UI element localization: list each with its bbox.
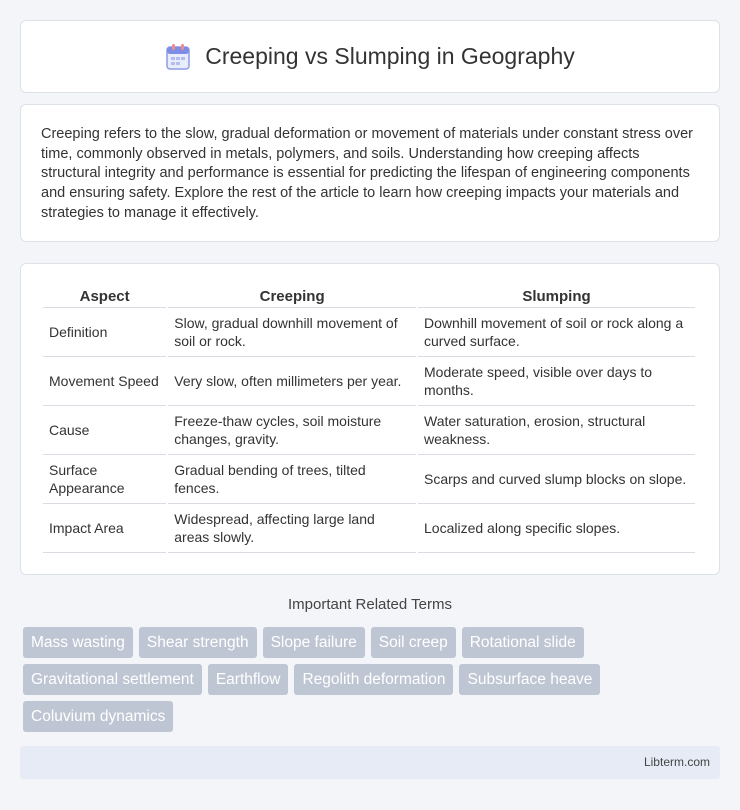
table-cell: Very slow, often millimeters per year. (168, 357, 416, 406)
related-term-tag[interactable]: Coluvium dynamics (23, 701, 173, 732)
footer-link[interactable]: Libterm.com (643, 755, 710, 769)
table-cell: Water saturation, erosion, structural weakness. (418, 406, 695, 455)
related-term-tag[interactable]: Mass wasting (23, 627, 133, 658)
related-term-tag[interactable]: Subsurface heave (459, 664, 600, 695)
table-cell: Widespread, affecting large land areas slowly. (168, 504, 416, 553)
related-term-tag[interactable]: Shear strength (139, 627, 257, 658)
column-header: Slumping (418, 284, 695, 308)
related-term-tag[interactable]: Regolith deformation (294, 664, 453, 695)
table-cell: Definition (43, 308, 166, 357)
column-header: Creeping (168, 284, 416, 308)
related-terms-list (23, 627, 723, 732)
table-cell: Movement Speed (43, 357, 166, 406)
table-row (43, 504, 695, 553)
table-cell: Freeze-thaw cycles, soil moisture changes, gravity. (168, 406, 416, 455)
table-row (43, 357, 695, 406)
column-header: Aspect (43, 284, 166, 308)
comparison-table-card (20, 263, 720, 575)
page-title: Creeping vs Slumping in Geography (205, 43, 575, 69)
table-row (43, 308, 695, 357)
table-cell: Localized along specific slopes. (418, 504, 695, 553)
table-cell: Scarps and curved slump blocks on slope. (418, 455, 695, 504)
calendar-icon (165, 43, 191, 71)
header-card (20, 20, 720, 93)
table-row (43, 455, 695, 504)
related-terms-title: Important Related Terms (288, 596, 452, 613)
related-term-tag[interactable]: Gravitational settlement (23, 664, 202, 695)
table-cell: Downhill movement of soil or rock along a curved surface. (418, 308, 695, 357)
intro-card (20, 104, 720, 242)
footer (20, 746, 720, 779)
intro-text: Creeping refers to the slow, gradual deformation or movement of materials under constant stress over time, commonly observed in metals, polymers, and soils. Understanding how creeping affects structural integrity and performance is essential for predicting the lifespan of engineering components and ensuring safety. Explore the rest of the article to learn how creeping impacts your materials and strategies to manage it effectively. (41, 126, 694, 221)
related-term-tag[interactable]: Rotational slide (462, 627, 584, 658)
related-term-tag[interactable]: Slope failure (263, 627, 365, 658)
table-row (43, 406, 695, 455)
table-cell: Slow, gradual downhill movement of soil or rock. (168, 308, 416, 357)
table-cell: Moderate speed, visible over days to months. (418, 357, 695, 406)
table-header-row (43, 284, 695, 308)
table-cell: Surface Appearance (43, 455, 166, 504)
related-term-tag[interactable]: Soil creep (371, 627, 456, 658)
table-cell: Impact Area (43, 504, 166, 553)
table-cell: Gradual bending of trees, tilted fences. (168, 455, 416, 504)
table-cell: Cause (43, 406, 166, 455)
related-term-tag[interactable]: Earthflow (208, 664, 289, 695)
comparison-table (41, 284, 697, 553)
